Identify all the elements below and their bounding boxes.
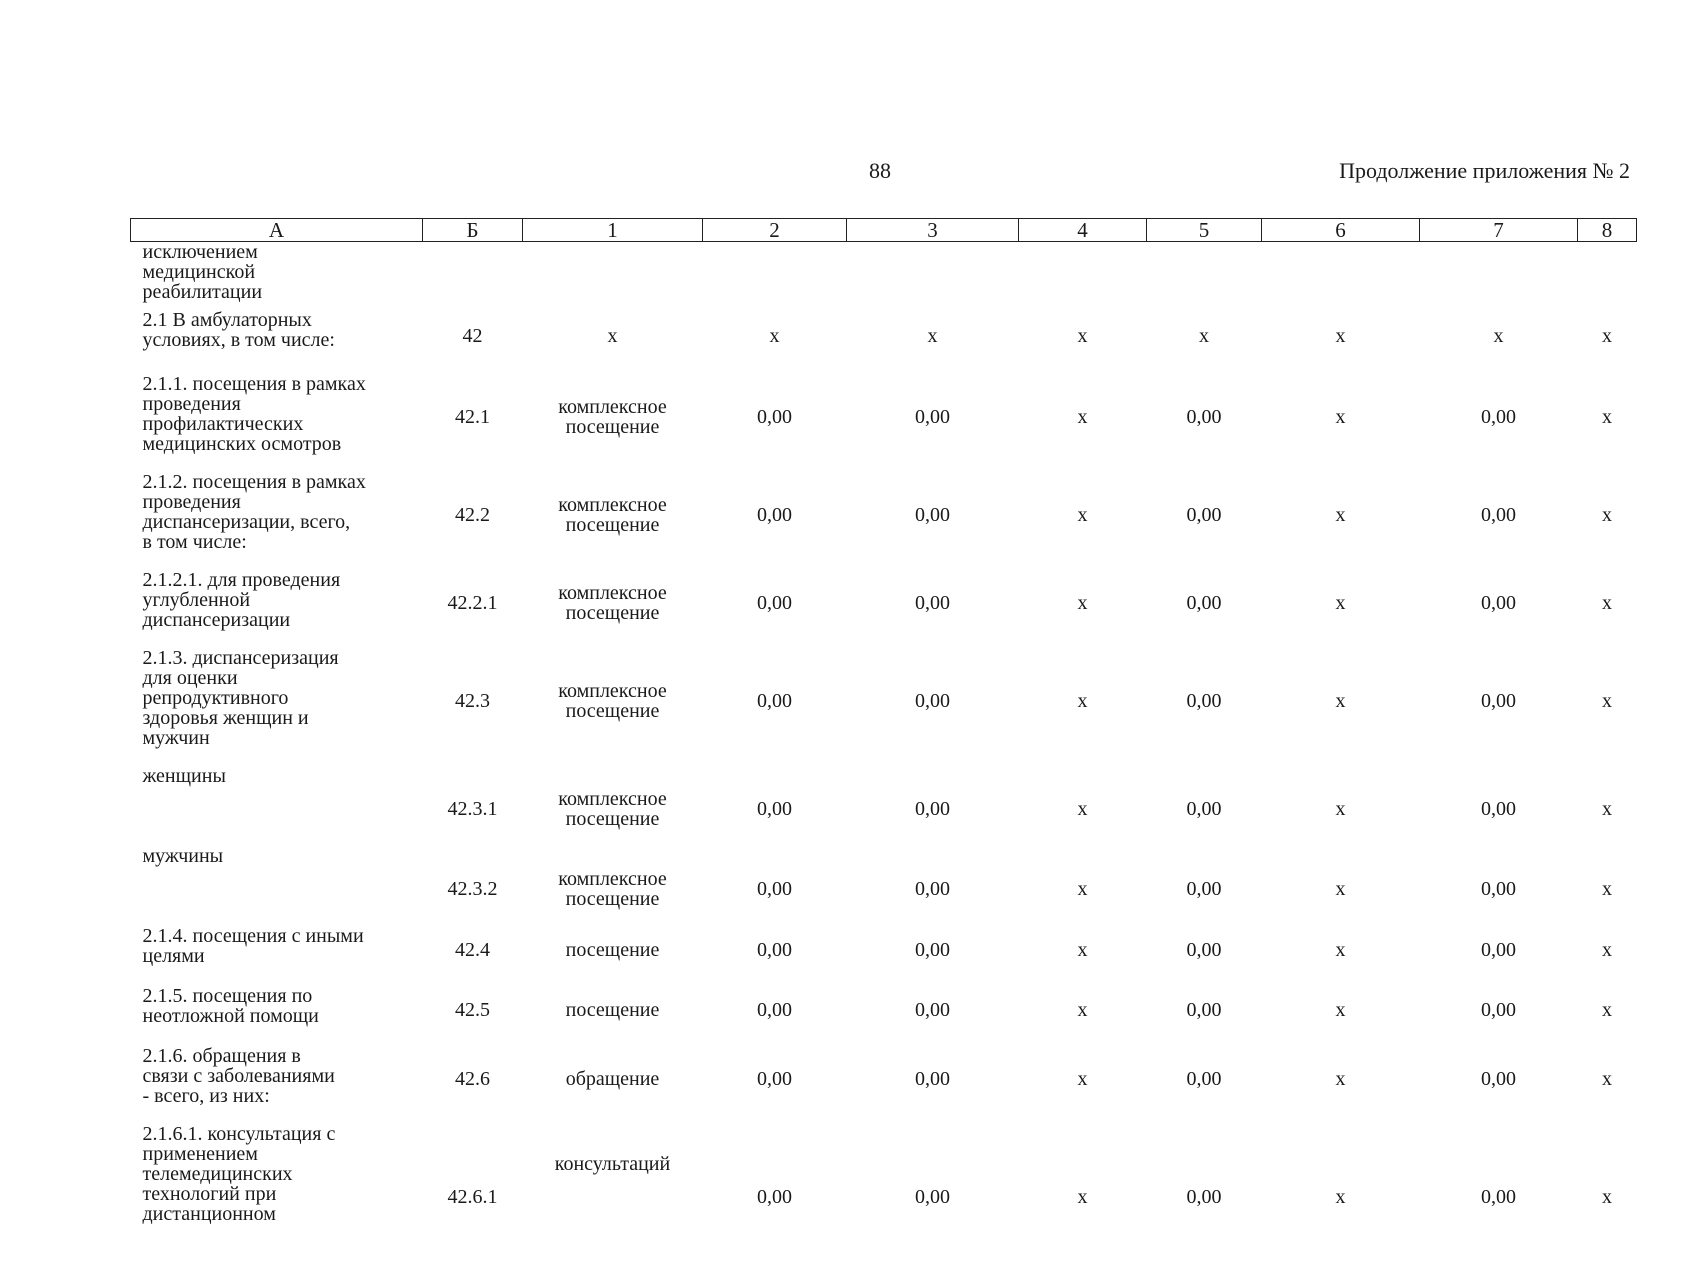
value-cell	[1019, 242, 1147, 305]
value-cell: 0,00	[1147, 368, 1262, 466]
value-cell: 0,00	[1420, 564, 1578, 642]
value-cell: 0,00	[1147, 1118, 1262, 1276]
value-cell: 0,00	[703, 368, 847, 466]
value-cell: х	[1019, 920, 1147, 980]
value-cell: 0,00	[1420, 980, 1578, 1040]
column-header: 2	[703, 219, 847, 242]
unit-cell: посещение	[523, 920, 703, 980]
value-cell: 0,00	[847, 1040, 1019, 1118]
value-cell: х	[1019, 1040, 1147, 1118]
value-cell: 0,00	[703, 840, 847, 920]
table-row	[131, 304, 1637, 368]
row-name-cell: 2.1.1. посещения в рамках проведения профилактических медицинских осмотров	[131, 368, 423, 466]
page-number: 88	[850, 158, 910, 184]
row-code-cell: 42.6	[423, 1040, 523, 1118]
value-cell	[1147, 242, 1262, 305]
row-code-cell	[423, 242, 523, 305]
value-cell: 0,00	[847, 564, 1019, 642]
value-cell: х	[703, 304, 847, 368]
value-cell: 0,00	[1147, 920, 1262, 980]
value-cell: х	[1262, 980, 1420, 1040]
column-header: 4	[1019, 219, 1147, 242]
table-row	[131, 242, 1637, 305]
row-code-cell: 42	[423, 304, 523, 368]
value-cell: 0,00	[847, 840, 1019, 920]
row-name-cell: исключением медицинской реабилитации	[131, 242, 423, 305]
data-table	[130, 218, 1637, 1276]
value-cell	[1578, 242, 1637, 305]
value-cell: х	[1578, 980, 1637, 1040]
value-cell: 0,00	[1147, 466, 1262, 564]
row-code-cell: 42.4	[423, 920, 523, 980]
value-cell: х	[1262, 368, 1420, 466]
value-cell: 0,00	[1420, 466, 1578, 564]
unit-cell	[523, 242, 703, 305]
value-cell: х	[1019, 840, 1147, 920]
value-cell: х	[1578, 466, 1637, 564]
value-cell: х	[1019, 980, 1147, 1040]
unit-cell: посещение	[523, 980, 703, 1040]
row-code-cell: 42.2	[423, 466, 523, 564]
value-cell	[1262, 242, 1420, 305]
value-cell: 0,00	[1420, 1118, 1578, 1276]
unit-cell: комплексное посещение	[523, 368, 703, 466]
value-cell: 0,00	[847, 466, 1019, 564]
column-header: 3	[847, 219, 1019, 242]
value-cell: 0,00	[1420, 760, 1578, 840]
value-cell: 0,00	[1147, 564, 1262, 642]
value-cell	[1420, 242, 1578, 305]
value-cell: х	[1578, 1040, 1637, 1118]
value-cell: х	[1578, 840, 1637, 920]
value-cell: х	[1019, 466, 1147, 564]
row-code-cell: 42.5	[423, 980, 523, 1040]
table-body	[131, 242, 1637, 1276]
row-code-cell: 42.3.1	[423, 760, 523, 840]
column-header: 6	[1262, 219, 1420, 242]
value-cell: 0,00	[847, 980, 1019, 1040]
table-row	[131, 564, 1637, 642]
row-code-cell: 42.6.1	[423, 1118, 523, 1276]
value-cell: х	[1262, 304, 1420, 368]
value-cell: 0,00	[703, 1118, 847, 1276]
value-cell: 0,00	[1420, 642, 1578, 760]
value-cell: 0,00	[703, 980, 847, 1040]
row-code-cell: 42.1	[423, 368, 523, 466]
value-cell: 0,00	[1147, 760, 1262, 840]
row-code-cell: 42.2.1	[423, 564, 523, 642]
value-cell: х	[1578, 1118, 1637, 1276]
row-name-cell: мужчины	[131, 840, 423, 920]
appendix-note: Продолжение приложения № 2	[1260, 158, 1630, 184]
value-cell: х	[1262, 1118, 1420, 1276]
value-cell: 0,00	[703, 564, 847, 642]
value-cell: х	[1262, 840, 1420, 920]
value-cell	[847, 242, 1019, 305]
unit-cell: х	[523, 304, 703, 368]
value-cell: 0,00	[1420, 1040, 1578, 1118]
row-name-cell: 2.1.6. обращения в связи с заболеваниями - всего, из них:	[131, 1040, 423, 1118]
value-cell: х	[1578, 368, 1637, 466]
row-name-cell: 2.1.5. посещения по неотложной помощи	[131, 980, 423, 1040]
column-header: 7	[1420, 219, 1578, 242]
unit-cell: комплексное посещение	[523, 760, 703, 840]
value-cell: 0,00	[1420, 920, 1578, 980]
value-cell: х	[1578, 760, 1637, 840]
value-cell: 0,00	[703, 760, 847, 840]
column-header: Б	[423, 219, 523, 242]
value-cell: х	[1019, 760, 1147, 840]
value-cell: х	[1019, 564, 1147, 642]
column-header: 5	[1147, 219, 1262, 242]
row-name-cell: 2.1.2. посещения в рамках проведения диспансеризации, всего, в том числе:	[131, 466, 423, 564]
value-cell: 0,00	[703, 466, 847, 564]
row-name-cell: 2.1.2.1. для проведения углубленной диспансеризации	[131, 564, 423, 642]
table-row	[131, 920, 1637, 980]
value-cell: 0,00	[1420, 840, 1578, 920]
table-row	[131, 466, 1637, 564]
table-row	[131, 980, 1637, 1040]
value-cell: 0,00	[703, 920, 847, 980]
value-cell: 0,00	[1147, 980, 1262, 1040]
value-cell: 0,00	[847, 760, 1019, 840]
value-cell: 0,00	[847, 368, 1019, 466]
column-header: 1	[523, 219, 703, 242]
value-cell: х	[1420, 304, 1578, 368]
value-cell: х	[1578, 642, 1637, 760]
unit-cell: комплексное посещение	[523, 466, 703, 564]
value-cell: х	[1262, 466, 1420, 564]
row-code-cell: 42.3.2	[423, 840, 523, 920]
unit-cell: комплексное посещение	[523, 642, 703, 760]
row-name-cell: женщины	[131, 760, 423, 840]
table-row	[131, 368, 1637, 466]
value-cell: х	[1147, 304, 1262, 368]
row-name-cell: 2.1.3. диспансеризация для оценки репродуктивного здоровья женщин и мужчин	[131, 642, 423, 760]
table-row	[131, 1118, 1637, 1276]
table-row	[131, 760, 1637, 840]
value-cell: х	[1262, 564, 1420, 642]
value-cell: 0,00	[703, 642, 847, 760]
column-header: 8	[1578, 219, 1637, 242]
value-cell: х	[1019, 642, 1147, 760]
row-code-cell: 42.3	[423, 642, 523, 760]
value-cell: 0,00	[1147, 840, 1262, 920]
value-cell: 0,00	[1147, 1040, 1262, 1118]
value-cell: х	[1578, 304, 1637, 368]
row-name-cell: 2.1.4. посещения с иными целями	[131, 920, 423, 980]
unit-cell: консультаций	[523, 1118, 703, 1276]
value-cell: х	[1262, 642, 1420, 760]
value-cell: 0,00	[847, 920, 1019, 980]
value-cell: 0,00	[847, 642, 1019, 760]
column-number-row	[131, 219, 1637, 242]
value-cell: х	[1019, 304, 1147, 368]
unit-cell: комплексное посещение	[523, 564, 703, 642]
value-cell: х	[1019, 368, 1147, 466]
value-cell: 0,00	[703, 1040, 847, 1118]
value-cell: 0,00	[1420, 368, 1578, 466]
value-cell: х	[1262, 760, 1420, 840]
row-name-cell: 2.1 В амбулаторных условиях, в том числе:	[131, 304, 423, 368]
table-row	[131, 840, 1637, 920]
table-row	[131, 1040, 1637, 1118]
value-cell: 0,00	[1147, 642, 1262, 760]
value-cell: х	[1578, 564, 1637, 642]
column-header: А	[131, 219, 423, 242]
value-cell: 0,00	[847, 1118, 1019, 1276]
unit-cell: комплексное посещение	[523, 840, 703, 920]
table-header	[131, 219, 1637, 242]
value-cell: х	[1262, 920, 1420, 980]
table-row	[131, 642, 1637, 760]
value-cell: х	[1019, 1118, 1147, 1276]
unit-cell: обращение	[523, 1040, 703, 1118]
value-cell	[703, 242, 847, 305]
value-cell: х	[1578, 920, 1637, 980]
value-cell: х	[847, 304, 1019, 368]
row-name-cell: 2.1.6.1. консультация с применением телемедицинских технологий при дистанционном	[131, 1118, 423, 1276]
value-cell: х	[1262, 1040, 1420, 1118]
